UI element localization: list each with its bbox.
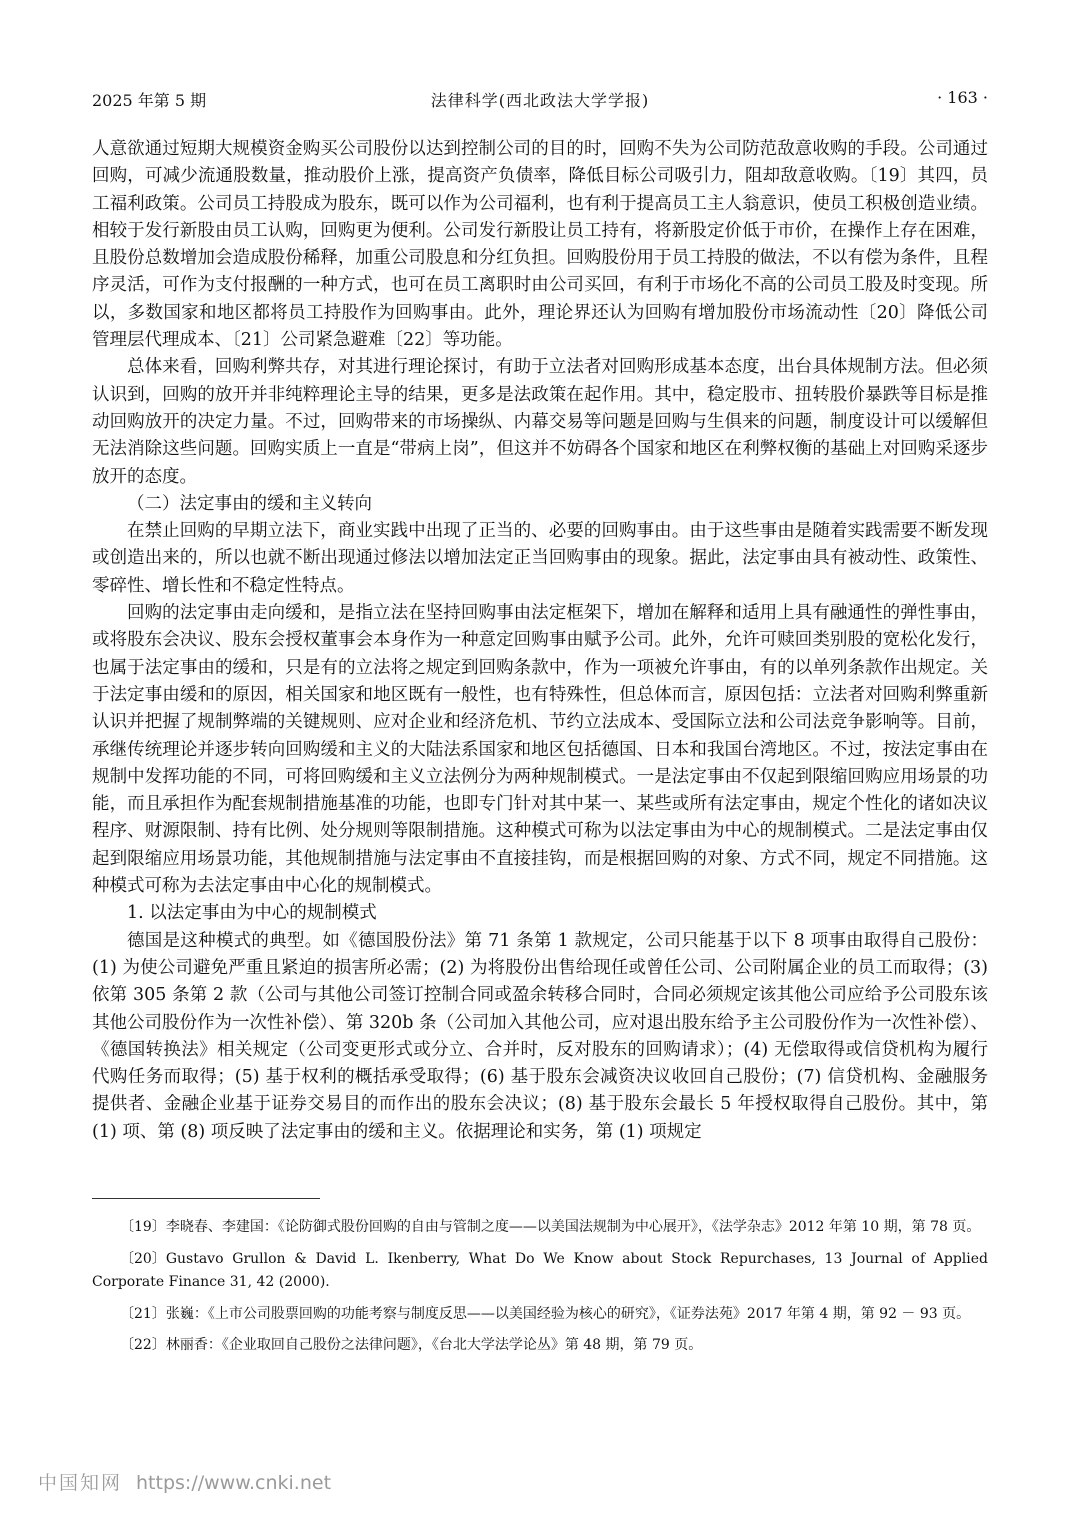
footnote-text: Gustavo Grullon & David L. Ikenberry, What Do We Know about Stock Repurchases, 13 Journal of Applied Corporate Finance 31, 42 (2000). [92, 1250, 988, 1290]
cnki-logo: 中国知网 [38, 1472, 123, 1494]
footnote-number: 〔22〕 [120, 1337, 166, 1353]
cnki-url: https://www.cnki.net [136, 1472, 332, 1494]
footnote [92, 1248, 988, 1295]
footnote-text: 林丽香：《企业取回自己股份之法律问题》，《台北大学法学论丛》第 48 期，第 79 页。 [165, 1337, 703, 1353]
footnote [92, 1216, 988, 1240]
paragraph: 在禁止回购的早期立法下，商业实践中出现了正当的、必要的回购事由。由于这些事由是随着实践需要不断发现或创造出来的，所以也就不断出现通过修法以增加法定正当回购事由的现象。据此，法定事由具有被动性、政策性、零碎性、增长性和不稳定性特点。 [92, 521, 988, 596]
footnote [92, 1303, 988, 1327]
paragraph: 回购的法定事由走向缓和，是指立法在坚持回购事由法定框架下，增加在解释和适用上具有融通性的弹性事由，或将股东会决议、股东会授权董事会本身作为一种意定回购事由赋予公司。此外，允许可赎回类别股的宽松化发行，也属于法定事由的缓和，只是有的立法将之规定到回购条款中，作为一项被允许事由，有的以单列条款作出规定。关于法定事由缓和的原因，相关国家和地区既有一般性，也有特殊性，但总体而言，原因包括：立法者对回购利弊重新认识并把握了规制弊端的关键规则、应对企业和经济危机、节约立法成本、受国际立法和公司法竞争影响等。目前，承继传统理论并逐步转向回购缓和主义的大陆法系国家和地区包括德国、日本和我国台湾地区。不过，按法定事由在规制中发挥功能的不同，可将回购缓和主义立法例分为两种规制模式。一是法定事由不仅起到限缩回购应用场景的功能，而且承担作为配套规制措施基准的功能，也即专门针对其中某一、某些或所有法定事由，规定个性化的诸如决议程序、财源限制、持有比例、处分规则等限制措施。这种模式可称为以法定事由为中心的规制模式。二是法定事由仅起到限缩应用场景功能，其他规制措施与法定事由不直接挂钩，而是根据回购的对象、方式不同，规定不同措施。这种模式可称为去法定事由中心化的规制模式。 [92, 603, 988, 897]
cnki-watermark [38, 1468, 331, 1495]
footnotes [92, 1216, 988, 1366]
footnote-text: 张巍：《上市公司股票回购的功能考察与制度反思——以美国经验为核心的研究》，《证券法苑》2017 年第 4 期，第 92 － 93 页。 [165, 1305, 971, 1322]
paragraph: 人意欲通过短期大规模资金购买公司股份以达到控制公司的目的时，回购不失为公司防范敌意收购的手段。公司通过回购，可减少流通股数量，推动股价上涨，提高资产负债率，降低目标公司吸引力，阻却敌意收购。〔19〕其四，员工福利政策。公司员工持股成为股东，既可以作为公司福利，也有利于提高员工主人翁意识，使员工积极创造业绩。相较于发行新股由员工认购，回购更为便利。公司发行新股让员工持有，将新股定价低于市价，在操作上存在困难，且股份总数增加会造成股份稀释，加重公司股息和分红负担。回购股份用于员工持股的做法，不以有偿为条件，且程序灵活，可作为支付报酬的一种方式，也可在员工离职时由公司买回，有利于市场化不高的公司员工股及时变现。所以，多数国家和地区都将员工持股作为回购事由。此外，理论界还认为回购有增加股份市场流动性〔20〕降低公司管理层代理成本、〔21〕公司紧急避难〔22〕等功能。 [92, 139, 988, 351]
footnote-number: 〔19〕 [120, 1219, 166, 1235]
subsection-heading: 1. 以法定事由为中心的规制模式 [127, 903, 377, 924]
footnote [92, 1334, 988, 1358]
footnote-text: 李晓春、李建国：《论防御式股份回购的自由与管制之度——以美国法规制为中心展开》，《法学杂志》2012 年第 10 期，第 78 页。 [165, 1219, 981, 1235]
paragraph: 总体来看，回购利弊共存，对其进行理论探讨，有助于立法者对回购形成基本态度，出台具体规制方法。但必须认识到，回购的放开并非纯粹理论主导的结果，更多是法政策在起作用。其中，稳定股市、扭转股价暴跌等目标是推动回购放开的决定力量。不过，回购带来的市场操纵、内幕交易等问题是回购与生俱来的问题，制度设计可以缓解但无法消除这些问题。回购实质上一直是“带病上岗”，但这并不妨碍各个国家和地区在利弊权衡的基础上对回购采逐步放开的态度。 [92, 357, 988, 487]
running-header [92, 88, 988, 116]
journal-title: 法律科学(西北政法大学学报) [430, 91, 650, 110]
footnote-number: 〔21〕 [120, 1305, 166, 1322]
section-heading: （二）法定事由的缓和主义转向 [127, 493, 372, 514]
article-body [92, 136, 988, 1146]
footnote-divider [92, 1198, 320, 1199]
issue-label: 2025 年第 5 期 [92, 91, 207, 110]
footnote-number: 〔20〕 [120, 1250, 166, 1267]
page-number: · 163 · [937, 88, 988, 107]
paragraph: 德国是这种模式的典型。如《德国股份法》第 71 条第 1 款规定，公司只能基于以下 8 项事由取得自己股份：(1) 为使公司避免严重且紧迫的损害所必需；(2) 为将股份出售给现任或曾任公司、公司附属企业的员工而取得；(3) 依第 305 条第 2 款（公司与其他公司签订控制合同或盈余转移合同时，合同必须规定该其他公司应给予公司股东该其他公司股份作为一次性补偿）、第 320b 条（公司加入其他公司，应对退出股东给予主公司股份作为一次性补偿）、《德国转换法》相关规定（公司变更形式或分立、合并时，反对股东的回购请求）；(4) 无偿取得或信贷机构为履行代购任务而取得；(5) 基于权利的概括承受取得；(6) 基于股东会减资决议收回自己股份；(7) 信贷机构、金融服务提供者、金融企业基于证券交易目的而作出的股东会决议；(8) 基于股东会最长 5 年授权取得自己股份。其中，第 (1) 项、第 (8) 项反映了法定事由的缓和主义。依据理论和实务，第 (1) 项规定 [92, 930, 988, 1142]
